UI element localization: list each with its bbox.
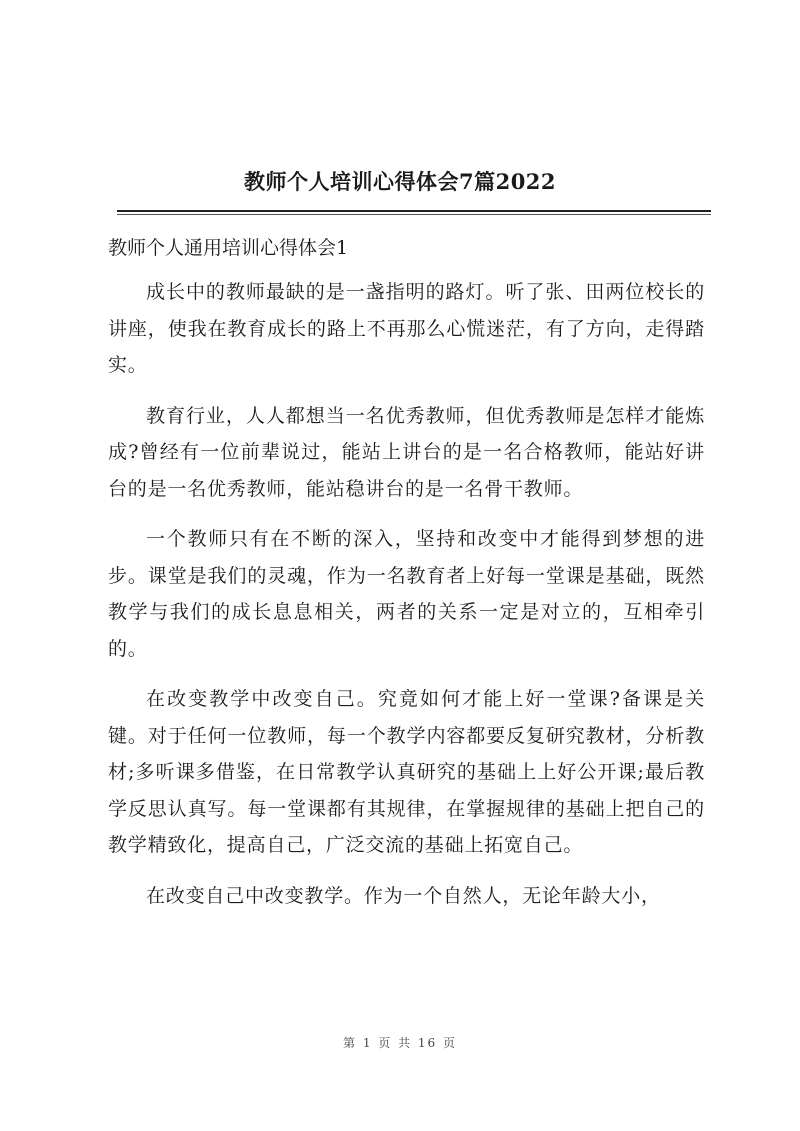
document-body [108,274,705,928]
title-divider-secondary [117,214,711,215]
document-title: 教师个人培训心得体会7篇2022 [243,169,557,194]
paragraph-5: 在改变自己中改变教学。作为一个自然人，无论年龄大小， [146,884,661,907]
paragraph-4: 在改变教学中改变自己。究竟如何才能上好一堂课?备课是关键。对于任何一位教师，每一个教学内容都要反复研究教材，分析教材;多听课多借鉴，在日常教学认真研究的基础上上好公开课;最后教学反思认真写。每一堂课都有其规律，在掌握规律的基础上把自己的教学精致化，提高自己，广泛交流的基础上拓宽自己。 [108,688,705,856]
page-footer: 第 1 页 共 16 页 [343,1036,457,1050]
section-heading: 教师个人通用培训心得体会1 [108,237,349,259]
paragraph-2: 教育行业，人人都想当一名优秀教师，但优秀教师是怎样才能炼成?曾经有一位前辈说过，能站上讲台的是一名合格教师，能站好讲台的是一名优秀教师，能站稳讲台的是一名骨干教师。 [108,404,705,500]
title-divider [117,210,711,212]
paragraph-3: 一个教师只有在不断的深入，坚持和改变中才能得到梦想的进步。课堂是我们的灵魂，作为一名教育者上好每一堂课是基础，既然教学与我们的成长息息相关，两者的关系一定是对立的，互相牵引的。 [108,528,705,660]
paragraph-1: 成长中的教师最缺的是一盏指明的路灯。听了张、田两位校长的讲座，使我在教育成长的路上不再那么心慌迷茫，有了方向，走得踏实。 [108,281,705,376]
